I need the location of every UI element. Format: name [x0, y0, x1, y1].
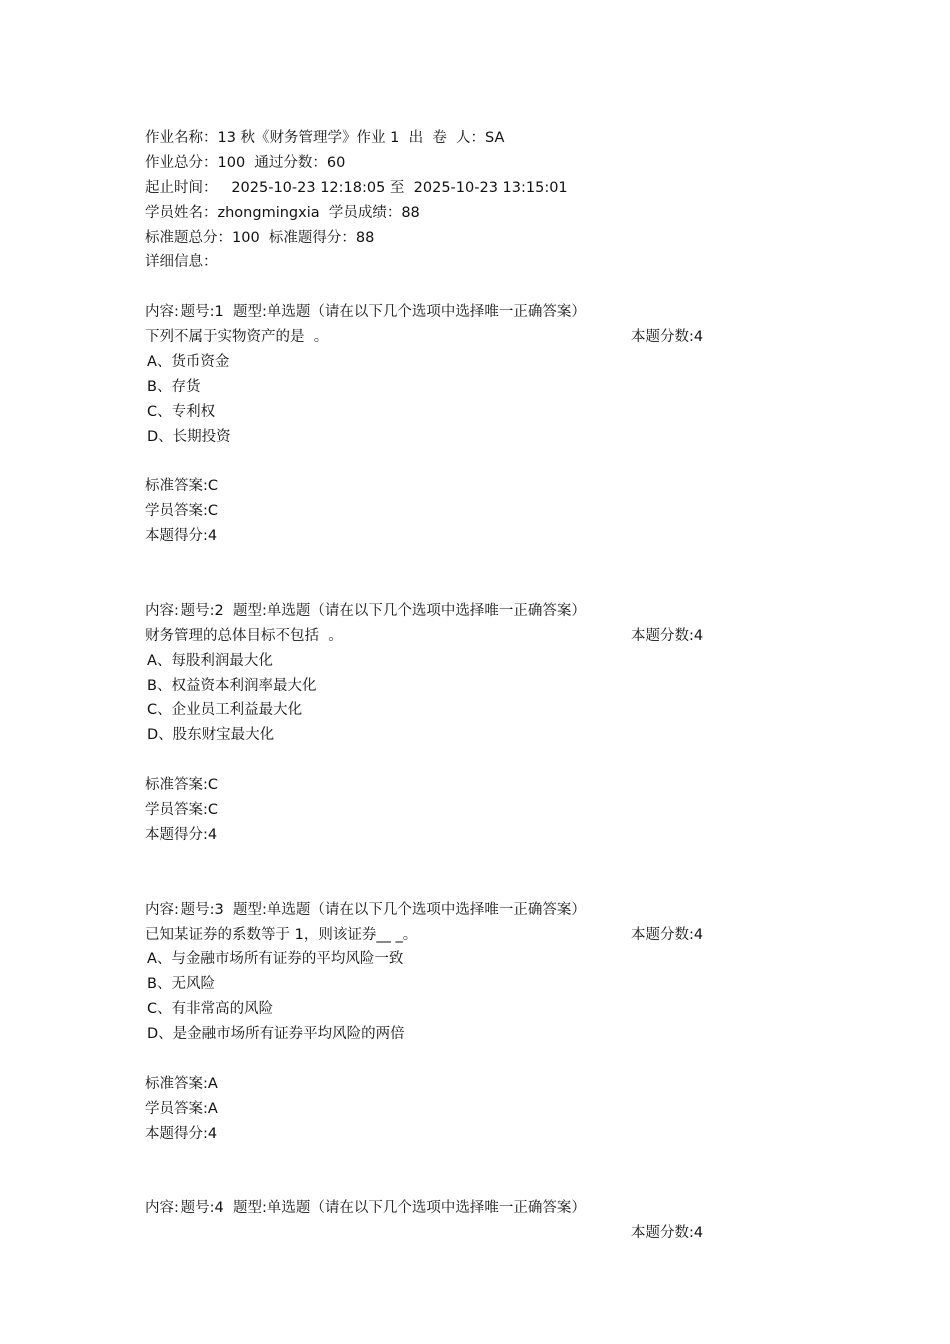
content-label: 内容: [145, 304, 179, 321]
option-a: A、每股利润最大化 [147, 652, 273, 669]
option-b: B、权益资本利润率最大化 [147, 677, 317, 694]
question-head-text: 题号:1 题型:单选题（请在以下几个选项中选择唯一正确答案） [180, 304, 586, 321]
question-got-score: 本题得分:4 [145, 528, 218, 545]
option-a: A、与金融市场所有证券的平均风险一致 [147, 951, 404, 968]
content-label: 内容: [145, 1200, 179, 1217]
student-answer: 学员答案:C [145, 802, 219, 819]
option-c: C、有非常高的风险 [147, 1001, 274, 1018]
student-answer: 学员答案:A [145, 1100, 218, 1117]
option-a: A、货币资金 [147, 354, 230, 371]
standard-answer: 标准答案:A [145, 1075, 218, 1092]
document-page [145, 126, 865, 1242]
standard-score-line: 标准题总分：100 标准题得分：88 [145, 229, 375, 246]
question-stem: 已知某证券的系数等于 1，则该证券__ _。 [145, 926, 418, 943]
question-head-text: 题号:4 题型:单选题（请在以下几个选项中选择唯一正确答案） [180, 1200, 586, 1217]
question-score: 本题分数:4 [631, 926, 704, 943]
question-1 [145, 275, 865, 574]
option-c: C、专利权 [147, 403, 216, 420]
student-line: 学员姓名：zhongmingxia 学员成绩：88 [145, 204, 420, 221]
question-stem: 下列不属于实物资产的是 。 [145, 329, 329, 346]
option-d: D、股东财宝最大化 [147, 727, 275, 744]
question-stem: 财务管理的总体目标不包括 。 [145, 627, 343, 644]
option-d: D、长期投资 [147, 428, 231, 445]
option-c: C、企业员工利益最大化 [147, 702, 303, 719]
question-got-score: 本题得分:4 [145, 826, 218, 843]
content-label: 内容: [145, 602, 179, 619]
option-d: D、是金融市场所有证券平均风险的两倍 [147, 1026, 405, 1043]
question-head-text: 题号:2 题型:单选题（请在以下几个选项中选择唯一正确答案） [180, 602, 586, 619]
assignment-name-line: 作业名称：13 秋《财务管理学》作业 1 出 卷 人：SA [145, 130, 505, 146]
standard-answer: 标准答案:C [145, 478, 219, 495]
detail-label: 详细信息： [145, 254, 218, 271]
question-score: 本题分数:4 [631, 627, 704, 644]
question-got-score: 本题得分:4 [145, 1125, 218, 1142]
assignment-score-line: 作业总分：100 通过分数：60 [145, 154, 346, 171]
question-2 [145, 574, 865, 873]
question-4 [145, 1171, 865, 1242]
student-answer: 学员答案:C [145, 503, 219, 520]
question-3 [145, 873, 865, 1172]
question-score: 本题分数:4 [631, 1225, 704, 1242]
time-range-line: 起止时间： 2025-10-23 12:18:05 至 2025-10-23 13:15:01 [145, 179, 568, 196]
option-b: B、存货 [147, 378, 201, 395]
question-score: 本题分数:4 [631, 329, 704, 346]
content-label: 内容: [145, 901, 179, 918]
option-b: B、无风险 [147, 976, 215, 993]
question-head-text: 题号:3 题型:单选题（请在以下几个选项中选择唯一正确答案） [180, 901, 586, 918]
standard-answer: 标准答案:C [145, 777, 219, 794]
